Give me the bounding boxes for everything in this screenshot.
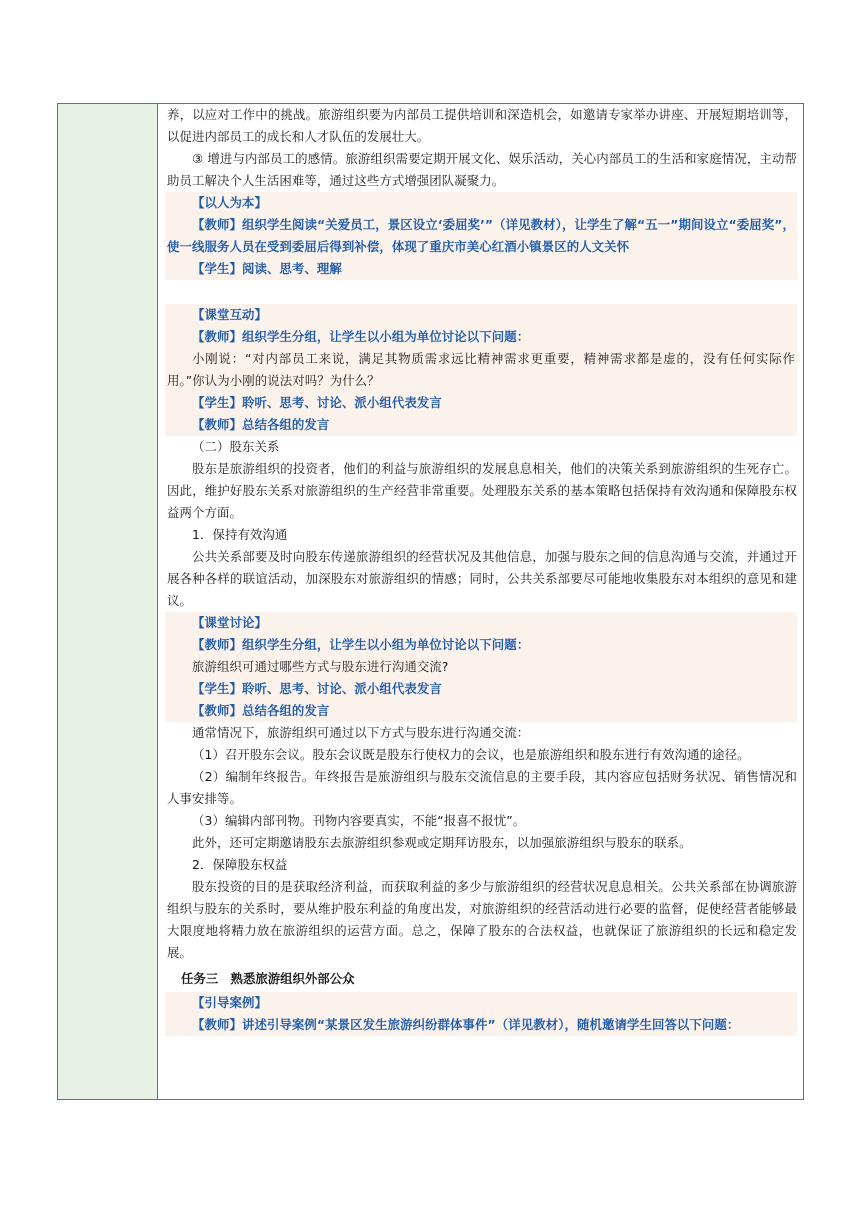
heading-class-discussion: 【课堂讨论】 [165,612,797,634]
paragraph-rights: 股东投资的目的是获取经济利益，而获取利益的多少与旅游组织的经营状况息息相关。公共关系部在协调旅游组织与股东的关系时，要从维护股东利益的角度出发，对旅游组织的经营活动进行必要的监督，促使经营者能够最大限度地将精力放在旅游组织的运营方面。总之，保障了股东的合法权益，也就保证了旅游组织的长远和稳定发展。 [167,879,797,960]
heading-guiding-case: 【引导案例】 [165,992,797,1014]
task-three-title: 任务三 熟悉旅游组织外部公众 [181,971,355,986]
subsection-title-rights: 2．保障股东权益 [192,857,288,872]
list-item-shareholder-meeting: （1）召开股东会议。股东会议既是股东行使权力的会议，也是旅游组织和股东进行有效沟通的途径。 [192,747,750,762]
heading-class-interaction: 【课堂互动】 [165,304,797,326]
teacher-instruction-people-oriented: 【教师】组织学生阅读“关爱员工，景区设立‘委屈奖’”（详见教材），让学生了解“五一”期间设立“委屈奖”，使一线服务人员在受到委屈后得到补偿，体现了重庆市美心红酒小镇景区的人文关怀 [165,214,797,258]
teacher-instruction-interaction: 【教师】组织学生分组，让学生以小组为单位讨论以下问题： [165,326,797,348]
paragraph-emotion: ③ 增进与内部员工的感情。旅游组织需要定期开展文化、娱乐活动，关心内部员工的生活和家庭情况，主动帮助员工解决个人生活困难等，通过这些方式增强团队凝聚力。 [167,151,797,188]
paragraph-training: 养，以应对工作中的挑战。旅游组织要为内部员工提供培训和深造机会，如邀请专家举办讲座、开展短期培训等，以促进内部员工的成长和人才队伍的发展壮大。 [167,107,797,144]
student-activity-interaction: 【学生】聆听、思考、讨论、派小组代表发言 [165,392,797,414]
paragraph-communication: 公共关系部要及时向股东传递旅游组织的经营状况及其他信息，加强与股东之间的信息沟通与交流，并通过开展各种各样的联谊活动，加深股东对旅游组织的情感；同时，公共关系部要尽可能地收集股东对本组织的意见和建议。 [167,549,797,608]
discussion-question-communication: 旅游组织可通过哪些方式与股东进行沟通交流? [165,656,797,678]
list-item-annual-report: （2）编制年终报告。年终报告是旅游组织与股东交流信息的主要手段，其内容应包括财务状况、销售情况和人事安排等。 [167,769,797,806]
discussion-question-xiaogang: 小刚说：“对内部员工来说，满足其物质需求远比精神需求更重要，精神需求都是虚的，没有任何实际作用。”你认为小刚的说法对吗？为什么？ [165,348,797,392]
paragraph-communication-intro: 通常情况下，旅游组织可通过以下方式与股东进行沟通交流： [192,725,530,740]
teacher-instruction-discussion: 【教师】组织学生分组，让学生以小组为单位讨论以下问题： [165,634,797,656]
heading-people-oriented: 【以人为本】 [165,192,797,214]
lesson-plan-table [57,103,804,1100]
section-title-shareholder-relations: （二）股东关系 [192,439,280,454]
teacher-summary-discussion: 【教师】总结各组的发言 [165,700,797,722]
paragraph-shareholders: 股东是旅游组织的投资者，他们的利益与旅游组织的发展息息相关，他们的决策关系到旅游组织的生死存亡。因此，维护好股东关系对旅游组织的生产经营非常重要。处理股东关系的基本策略包括保持有效沟通和保障股东权益两个方面。 [167,461,797,520]
spacer [167,280,797,304]
teacher-summary-interaction: 【教师】总结各组的发言 [165,414,797,436]
list-item-internal-publication: （3）编辑内部刊物。刊物内容要真实，不能“报喜不报忧”。 [192,813,526,828]
content-cell [159,104,803,1099]
paragraph-visits: 此外，还可定期邀请股东去旅游组织参观或定期拜访股东，以加强旅游组织与股东的联系。 [192,835,692,850]
teacher-instruction-case: 【教师】讲述引导案例“某景区发生旅游纠纷群体事件”（详见教材），随机邀请学生回答以下问题： [165,1014,797,1036]
subsection-title-communication: 1．保持有效沟通 [192,527,288,542]
student-activity-discussion: 【学生】聆听、思考、讨论、派小组代表发言 [165,678,797,700]
left-label-cell [58,104,158,1099]
student-activity-people-oriented: 【学生】阅读、思考、理解 [165,258,797,280]
